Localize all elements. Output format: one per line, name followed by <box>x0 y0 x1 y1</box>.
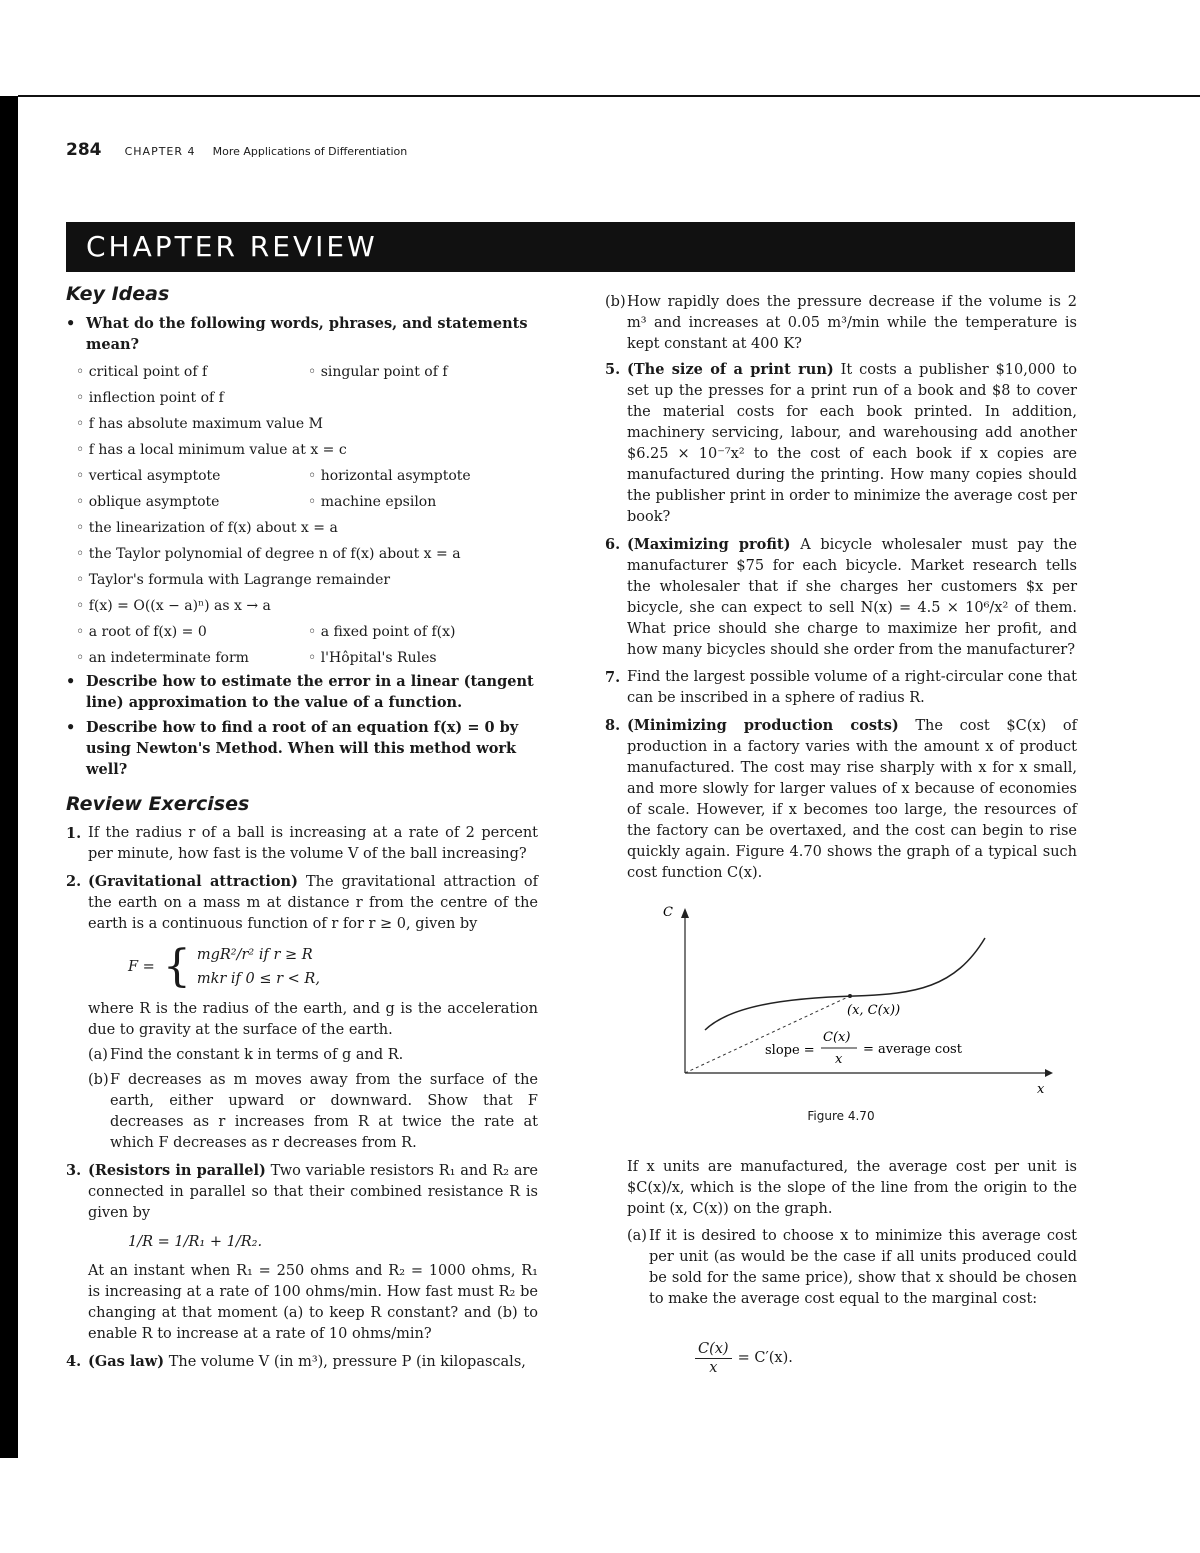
y-axis-label: C <box>663 905 673 920</box>
right-column <box>605 288 1077 1377</box>
formula-denominator: x <box>709 1360 718 1376</box>
formula-case-2: mkr if 0 ≤ r < R, <box>196 971 320 987</box>
exercise-3: 3. (Resistors in parallel) Two variable resistors R₁ and R₂ are connected in parallel so that their combined resistance R is given by 1/R = 1/R₁ + 1/R₂. At an instant when R₁ = 250 ohms and R₂ = 1000 ohms, R₁ is increasing at a rate of 100 ohms/min. How fast must R₂ be changing at that moment (a) to keep R constant? and (b) to enable R to increase at a rate of 10 ohms/min? <box>66 1162 538 1342</box>
exercise-4: 4. (Gas law) The volume V (in m³), pressure P (in kilopascals, <box>66 1353 526 1370</box>
figure-caption: Figure 4.70 <box>807 1109 875 1123</box>
exercise-1: 1. If the radius r of a ball is increasing at a rate of 2 percent per minute, how fast is the volume V of the ball increasing? <box>66 825 538 862</box>
figure-4-70 <box>635 898 1055 1098</box>
exercise-2a: (a) Find the constant k in terms of g and R. <box>88 1047 404 1063</box>
exercise-title: (Gravitational attraction) <box>88 873 298 890</box>
x-axis-label: x <box>1037 1082 1045 1097</box>
exercise-title: (Maximizing profit) <box>627 536 791 553</box>
key-idea-item: ◦ Taylor's formula with Lagrange remainder <box>76 572 391 588</box>
left-column <box>66 284 538 1379</box>
exercise-text: If the radius r of a ball is increasing at a rate of 2 percent per minute, how fast is the volume V of the ball increasing? <box>88 825 538 862</box>
key-idea-item: ◦ f has absolute maximum value M <box>76 416 323 432</box>
x-axis-arrow <box>1045 1069 1053 1077</box>
exercise-text: The cost $C(x) of production in a factory varies with the amount x of product manufactured. The cost may rise sharply with x for x small, and more slowly for larger values of x because of economies of scale. However, if x becomes too large, the resources of the factory can be overtaxed, and the cost can begin to rise quickly again. Figure 4.70 shows the graph of a typical such cost function C(x). <box>627 718 1077 881</box>
key-idea-item: ◦ singular point of f <box>308 364 448 380</box>
key-idea-item: ◦ the linearization of f(x) about x = a <box>76 520 338 536</box>
formula-numerator: C(x) <box>695 1340 732 1359</box>
exercise-6: 6. (Maximizing profit) A bicycle wholesaler must pay the manufacturer $75 for each bicycle. Market research tells the wholesaler that if she charges her customers $x per bicycle, she can expect to sell N(x) = 4.5 × 10⁶/x² of them. What price should she charge to maximize her profit, and how many bicycles should she order from the manufacturer? <box>605 536 1078 658</box>
exercise-7: 7. Find the largest possible volume of a right-circular cone that can be inscribed in a sphere of radius R. <box>605 669 1077 706</box>
exercise-8a: (a) If it is desired to choose x to minimize this average cost per unit (as would be the case if all units produced could be sold for the same price), show that x should be chosen to make the average cost equal to the marginal cost: <box>627 1228 1077 1307</box>
exercise-text: where R is the radius of the earth, and g is the acceleration due to gravity at the surface of the earth. <box>88 1001 538 1038</box>
key-idea-item: ◦ critical point of f <box>76 364 208 380</box>
key-ideas-bullet-2: • Describe how to estimate the error in a linear (tangent line) approximation to the value of a function. <box>66 671 538 713</box>
exercise-4b: (b) How rapidly does the pressure decrease if the volume is 2 m³ and increases at 0.05 m³/min while the temperature is kept constant at 400 K? <box>605 294 1077 352</box>
top-rule <box>18 95 1200 97</box>
average-cost-fraction <box>695 1340 732 1377</box>
key-ideas-heading: Key Ideas <box>66 283 170 305</box>
key-idea-item: ◦ oblique asymptote <box>76 494 220 510</box>
key-idea-item: ◦ an indeterminate form <box>76 650 249 666</box>
key-ideas-list <box>66 359 538 385</box>
key-idea-item: ◦ f has a local minimum value at x = c <box>76 442 347 458</box>
formula-rhs: = C′(x). <box>737 1350 793 1366</box>
key-idea-item: ◦ l'Hôpital's Rules <box>308 650 437 666</box>
exercise-5: 5. (The size of a print run) It costs a publisher $10,000 to set up the presses for a print run of a book and $8 to cover the material costs for each book printed. In addition, machinery servicing, labour, and warehousing add another $6.25 × 10⁻⁷x² to the cost of each book if x copies are manufactured during the printing. How many copies should the publisher print in order to minimize the average cost per book? <box>605 361 1077 525</box>
key-idea-item: ◦ f(x) = O((x − a)ⁿ) as x → a <box>76 598 271 614</box>
exercise-text: If x units are manufactured, the average cost per unit is $C(x)/x, which is the slope of the line from the origin to the point (x, C(x)) on the graph. <box>627 1159 1077 1217</box>
key-idea-item: ◦ horizontal asymptote <box>308 468 471 484</box>
formula-case-1: mgR²/r² if r ≥ R <box>196 947 313 963</box>
marginal-cost-formula <box>695 1340 1077 1377</box>
exercise-8: 8. (Minimizing production costs) The cost $C(x) of production in a factory varies with the amount x of product manufactured. The cost may rise sharply with x for x small, and more slowly for larger values of x because of economies of scale. However, if x becomes too large, the resources of the factory can be overtaxed, and the cost can begin to rise quickly again. Figure 4.70 shows the graph of a typical such cost function C(x). <box>605 717 1077 881</box>
subpart-text: Find the constant k in terms of g and R. <box>110 1047 404 1063</box>
slope-label: slope = <box>765 1043 815 1058</box>
page-header <box>66 140 407 160</box>
exercise-text: The gravitational attraction of the earth on a mass m at distance r from the centre of the earth is a continuous function of r for r ≥ 0, given by <box>88 874 538 932</box>
slope-frac-den: x <box>835 1052 843 1067</box>
key-idea-item: ◦ a root of f(x) = 0 <box>76 624 207 640</box>
slope-frac-num: C(x) <box>823 1030 851 1045</box>
gravity-formula: F = { mgR²/r² if r ≥ R mkr if 0 ≤ r < R, <box>128 941 320 992</box>
cost-curve-graph <box>635 898 1055 1098</box>
review-exercises-heading: Review Exercises <box>66 793 250 815</box>
average-cost-label: = average cost <box>863 1042 962 1057</box>
subpart-text: How rapidly does the pressure decrease if the volume is 2 m³ and increases at 0.05 m³/min while the temperature is kept constant at 400 K? <box>627 294 1077 352</box>
key-ideas-bullet-1: • What do the following words, phrases, and statements mean? <box>66 313 538 355</box>
key-idea-item: ◦ vertical asymptote <box>76 468 221 484</box>
y-axis-arrow <box>681 908 689 918</box>
cost-curve <box>705 938 985 1030</box>
curve-point <box>848 994 852 998</box>
exercise-text: At an instant when R₁ = 250 ohms and R₂ = 1000 ohms, R₁ is increasing at a rate of 100 ohms/min. How fast must R₂ be changing at that moment (a) to keep R constant? and (b) to enable R to increase at a rate of 10 ohms/min? <box>88 1263 538 1342</box>
exercise-title: (Resistors in parallel) <box>88 1162 266 1179</box>
chapter-title: More Applications of Differentiation <box>212 145 408 158</box>
exercise-2: 2. (Gravitational attraction) The gravitational attraction of the earth on a mass m at distance r from the centre of the earth is a continuous function of r for r ≥ 0, given by F = { mgR²/r² if r ≥ R mkr if 0 ≤ r < R, where R is the radius of the earth, and g is the acceleration due to gravity at the surface of the earth. (a) Find the constant k in terms of g and R. (b) F decreases as m moves away from the surface of the earth, either upward or downward. Show that F decreases as r increases from R at twice the rate at which F decreases as r decreases from R. <box>66 871 538 1154</box>
exercise-text: Find the largest possible volume of a right-circular cone that can be inscribed in a sphere of radius R. <box>627 669 1077 706</box>
chapter-label: CHAPTER 4 <box>124 145 196 158</box>
exercise-text: A bicycle wholesaler must pay the manufacturer $75 for each bicycle. Market research tells the wholesaler that if she charges her customers $x per bicycle, she can expect to sell N(x) = 4.5 × 10⁶/x² of them. What price should she charge to maximize her profit, and how many bicycles should she order from the manufacturer? <box>627 537 1078 658</box>
exercise-text: Two variable resistors R₁ and R₂ are connected in parallel so that their combined resistance R is given by <box>88 1163 538 1221</box>
exercise-2b: (b) F decreases as m moves away from the surface of the earth, either upward or downward. Show that F decreases as r increases from R at twice the rate at which F decreases as r decreases from R. <box>88 1072 538 1151</box>
subpart-text: F decreases as m moves away from the surface of the earth, either upward or downward. Show that F decreases as r increases from R at twice the rate at which F decreases as r decreases from R. <box>110 1072 538 1151</box>
key-idea-item: ◦ inflection point of f <box>76 390 224 406</box>
point-label: (x, C(x)) <box>847 1003 901 1018</box>
exercise-8-continued <box>605 1157 1077 1220</box>
exercise-title: (Minimizing production costs) <box>627 717 899 734</box>
key-idea-item: ◦ machine epsilon <box>308 494 437 510</box>
subpart-text: If it is desired to choose x to minimize this average cost per unit (as would be the case if all units produced could be sold for the same price), show that x should be chosen to make the average cost equal to the marginal cost: <box>649 1228 1077 1307</box>
resistor-formula: 1/R = 1/R₁ + 1/R₂. <box>128 1234 263 1250</box>
key-idea-item: ◦ a fixed point of f(x) <box>308 624 456 640</box>
key-idea-item: ◦ the Taylor polynomial of degree n of f(x) about x = a <box>76 546 461 562</box>
exercise-title: (Gas law) <box>88 1353 165 1370</box>
exercise-text: It costs a publisher $10,000 to set up the presses for a print run of a book and $8 to cover the material costs for each book printed. In addition, machinery servicing, labour, and warehousing add another $6.25 × 10⁻⁷x² to the cost of each book if x copies are manufactured during the printing. How many copies should the publisher print in order to minimize the average cost per book? <box>627 362 1077 525</box>
left-margin-bar <box>0 96 18 1458</box>
page-number: 284 <box>66 140 102 160</box>
exercise-text: The volume V (in m³), pressure P (in kilopascals, <box>168 1354 526 1370</box>
chapter-review-banner: CHAPTER REVIEW <box>66 222 1075 272</box>
key-ideas-bullet-3: • Describe how to find a root of an equation f(x) = 0 by using Newton's Method. When will this method work well? <box>66 717 538 780</box>
exercise-title: (The size of a print run) <box>627 361 834 378</box>
